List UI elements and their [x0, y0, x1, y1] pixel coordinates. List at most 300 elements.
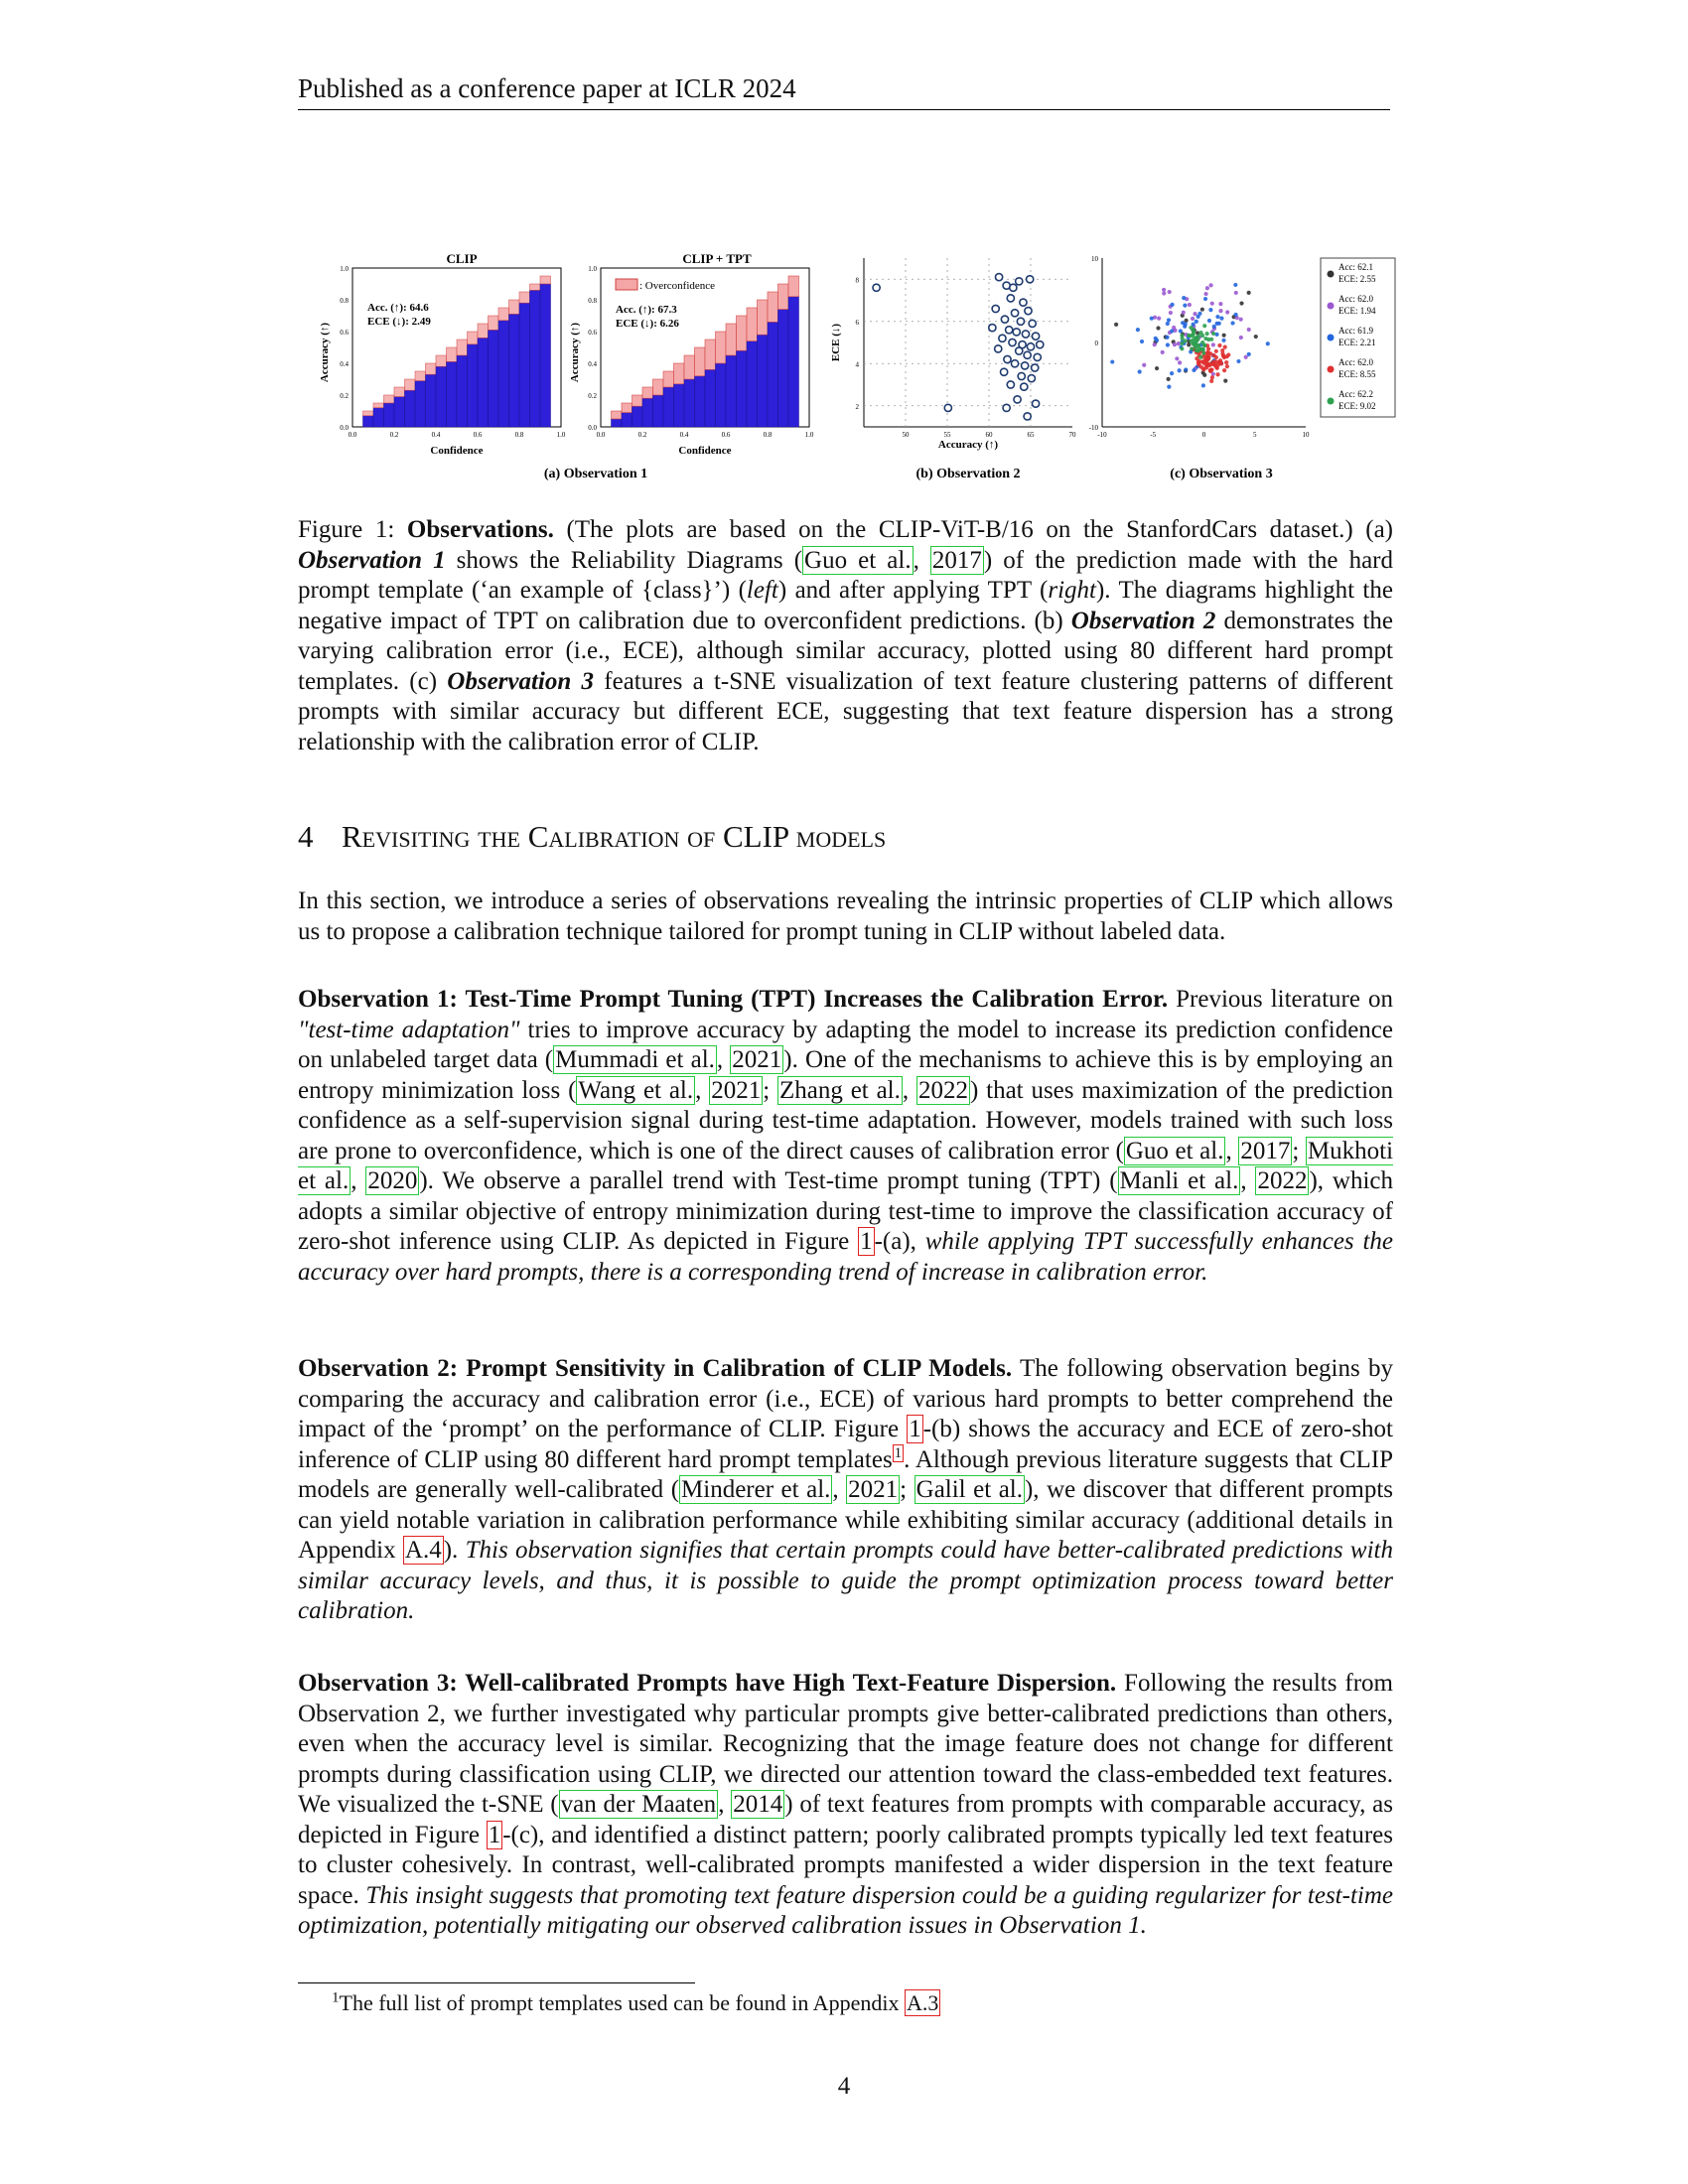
- tsne-point: [1189, 326, 1193, 330]
- accuracy-bar: [498, 321, 509, 427]
- tsne-point: [1198, 331, 1202, 335]
- accuracy-bar: [758, 335, 769, 427]
- x-tick-label: 0.8: [514, 431, 524, 439]
- tsne-point: [1110, 359, 1114, 363]
- accuracy-bar: [478, 338, 489, 427]
- data-point: [1032, 333, 1039, 340]
- data-point: [1027, 276, 1034, 283]
- tsne-point: [1219, 317, 1223, 321]
- legend-acc-label: Acc: 62.0: [1338, 357, 1373, 367]
- overconfidence-gap-bar: [612, 411, 623, 419]
- overconfidence-gap-bar: [498, 308, 509, 321]
- tsne-point: [1203, 297, 1207, 301]
- overconfidence-gap-bar: [716, 332, 727, 363]
- tsne-point: [1191, 334, 1195, 338]
- tsne-point: [1236, 359, 1240, 363]
- legend-acc-label: Acc: 62.2: [1338, 389, 1373, 399]
- panel-a-left-xlabel: Confidence: [430, 445, 484, 457]
- prompt-sensitivity-scatter: [830, 258, 1076, 451]
- panel-a-right-ece: ECE (↓): 6.26: [616, 318, 679, 330]
- tsne-point: [1207, 319, 1211, 323]
- overconfidence-gap-bar: [622, 403, 633, 413]
- tsne-point: [1202, 361, 1206, 365]
- accuracy-bar: [373, 408, 384, 427]
- panel-a-right-acc: Acc. (↑): 67.3: [616, 304, 677, 316]
- accuracy-bar: [405, 390, 416, 427]
- tsne-point: [1202, 324, 1206, 328]
- data-point: [1001, 316, 1008, 323]
- section-title: Revisiting the Calibration of CLIP models: [342, 819, 887, 854]
- x-tick-label: -5: [1150, 431, 1157, 439]
- accuracy-bar: [530, 290, 541, 427]
- y-tick-label: 2: [855, 402, 859, 411]
- tsne-point: [1183, 304, 1187, 308]
- accuracy-bar: [663, 387, 674, 427]
- overconfidence-gap-bar: [394, 387, 405, 397]
- legend-ece-label: ECE: 2.21: [1338, 338, 1376, 347]
- overconfidence-gap-bar: [478, 324, 489, 338]
- tsne-point: [1195, 356, 1198, 360]
- accuracy-bar: [394, 397, 405, 427]
- tsne-point: [1161, 350, 1165, 354]
- overconfidence-gap-bar: [519, 292, 530, 303]
- tsne-point: [1214, 349, 1218, 353]
- panel-a-caption: (a) Observation 1: [543, 467, 648, 481]
- citation-link[interactable]: 2021: [732, 1046, 782, 1073]
- data-point: [1025, 308, 1032, 315]
- citation-link[interactable]: Guo et al.: [804, 546, 912, 574]
- accuracy-bar: [705, 369, 716, 427]
- tsne-point: [1179, 329, 1183, 333]
- y-tick-label: 0.2: [340, 392, 349, 400]
- data-point: [1013, 329, 1020, 336]
- data-point: [1021, 383, 1028, 390]
- data-point: [1022, 331, 1029, 338]
- data-point: [1016, 278, 1023, 285]
- figure-ref-link[interactable]: 1: [860, 1228, 873, 1255]
- data-point: [995, 345, 1002, 352]
- citation-link[interactable]: Minderer et al.: [681, 1476, 831, 1503]
- tsne-point: [1195, 348, 1198, 352]
- data-point: [873, 284, 880, 291]
- citation-link[interactable]: 2021: [711, 1076, 762, 1104]
- observation-3-paragraph: Observation 3: Well-calibrated Prompts have High Text-Feature Dispersion. Following the results from Observation 2, we further investigated why particular prompts give better-calibrated predictions than others, even when the accuracy level is similar. Recognizing that the image feature does not change for different prompts during classification using CLIP, we directed our attention toward the class-embedded text features. We visualized the t-SNE (van der Maaten, 2014) of text features from prompts with comparable accuracy, as depicted in Figure 1-(c), and identified a distinct pattern; poorly calibrated prompts typically led text features to cluster cohesively. In contrast, well-calibrated prompts manifested a wider dispersion in the text feature space. This insight suggests that promoting text feature dispersion could be a guiding regularizer for test-time optimization, potentially mitigating our observed calibration issues in Observation 1.: [298, 1670, 1393, 1939]
- appendix-ref-link[interactable]: A.3: [906, 1990, 939, 2015]
- x-tick-label: 0: [1201, 431, 1206, 439]
- accuracy-bar: [468, 344, 479, 427]
- overconfidence-gap-bar: [540, 276, 551, 284]
- figure-ref-link[interactable]: 1: [488, 1821, 501, 1848]
- tsne-point: [1210, 362, 1214, 366]
- data-point: [999, 335, 1006, 341]
- data-point: [1011, 310, 1018, 317]
- tsne-point: [1208, 283, 1212, 287]
- tsne-point: [1239, 318, 1243, 322]
- data-point: [944, 404, 951, 411]
- data-point: [1007, 381, 1014, 388]
- tsne-point: [1162, 288, 1166, 292]
- accuracy-bar: [612, 419, 623, 427]
- tsne-point: [1234, 291, 1238, 295]
- overconfidence-gap-bar: [642, 387, 653, 398]
- x-tick-label: 0.2: [637, 431, 647, 439]
- tsne-point: [1150, 317, 1154, 321]
- tsne-point: [1195, 320, 1198, 324]
- tsne-point: [1215, 372, 1219, 376]
- y-tick-label: 0.2: [588, 392, 597, 400]
- tsne-point: [1182, 311, 1186, 315]
- legend-acc-label: Acc: 62.1: [1338, 262, 1373, 272]
- accuracy-bar: [747, 341, 758, 427]
- accuracy-bar: [489, 330, 499, 427]
- y-tick-label: 0.4: [588, 360, 597, 368]
- y-tick-label: 4: [855, 360, 859, 369]
- tsne-point: [1266, 341, 1270, 345]
- overconfidence-gap-bar: [684, 355, 695, 379]
- accuracy-bar: [426, 374, 437, 427]
- panel-a-right-ylabel: Accuracy (↑): [569, 322, 581, 383]
- tsne-point: [1180, 337, 1184, 341]
- tsne-point: [1180, 346, 1184, 350]
- overconfidence-gap-bar: [633, 395, 643, 406]
- panel-a-left-title: CLIP: [446, 251, 478, 266]
- y-tick-label: 0.0: [340, 424, 349, 432]
- data-point: [1009, 339, 1016, 345]
- tsne-point: [1214, 355, 1218, 359]
- accuracy-bar: [674, 384, 685, 427]
- overconfidence-gap-bar: [653, 379, 664, 395]
- panel-b-ticks: [856, 276, 1077, 439]
- x-tick-label: 1.0: [556, 431, 566, 439]
- citation-link[interactable]: Zhang et al.: [779, 1076, 901, 1104]
- panel-a-left-ylabel: Accuracy (↑): [319, 322, 331, 383]
- observation-2-paragraph: Observation 2: Prompt Sensitivity in Calibration of CLIP Models. The following observation begins by comparing the accuracy and calibration error (i.e., ECE) of various hard prompts to better comprehend the impact of the ‘prompt’ on the performance of CLIP. Figure 1-(b) shows the accuracy and ECE of zero-shot inference of CLIP using 80 different hard prompt templates $^1$. Although previous literature suggests that CLIP models are generally well-calibrated (Minderer et al., 2021; Galil et al.), we discover that different prompts can yield notable variation in calibration performance while exhibiting similar accuracy (additional details in Appendix A.4). This observation signifies that certain prompts could have better-calibrated predictions with similar accuracy levels, and thus, it is possible to guide the prompt optimization process toward better calibration.: [298, 1355, 1393, 1624]
- legend-marker: [1328, 398, 1335, 405]
- tsne-point: [1170, 371, 1174, 375]
- legend-ece-label: ECE: 9.02: [1338, 401, 1376, 411]
- citation-link[interactable]: 2022: [1257, 1167, 1308, 1194]
- panel-a-right-xlabel: Confidence: [678, 445, 732, 457]
- data-point: [1018, 372, 1025, 379]
- data-point: [1007, 295, 1014, 302]
- tsne-point: [1198, 355, 1202, 359]
- tsne-point: [1225, 310, 1229, 314]
- data-point: [995, 274, 1002, 281]
- citation-link[interactable]: 2021: [848, 1476, 899, 1503]
- tsne-point: [1220, 348, 1224, 352]
- tsne-point: [1215, 366, 1219, 370]
- citation-link[interactable]: van der Maaten: [560, 1791, 717, 1818]
- panel-b-xlabel: Accuracy (↑): [937, 439, 999, 451]
- tsne-point: [1226, 352, 1230, 356]
- data-point: [1001, 368, 1008, 375]
- tsne-point: [1180, 341, 1184, 345]
- y-tick-label: 0.4: [340, 360, 349, 368]
- x-tick-label: 0.4: [431, 431, 441, 439]
- tsne-point: [1208, 308, 1212, 312]
- x-tick-label: -10: [1097, 431, 1107, 439]
- citation-link[interactable]: Wang et al.: [578, 1076, 694, 1104]
- tsne-point: [1254, 335, 1258, 339]
- tsne-point: [1247, 328, 1251, 332]
- y-tick-label: 0.8: [588, 297, 597, 305]
- section-number: 4: [298, 819, 314, 854]
- y-tick-label: 0: [1094, 340, 1098, 347]
- data-point: [1032, 400, 1039, 407]
- tsne-point: [1209, 338, 1213, 341]
- accuracy-bar: [716, 363, 727, 427]
- page-header: Published as a conference paper at ICLR 2024: [298, 71, 1390, 110]
- appendix-ref-link[interactable]: A.4: [404, 1537, 442, 1564]
- overconfidence-gap-bar: [447, 347, 458, 361]
- legend-acc-label: Acc: 62.0: [1338, 294, 1373, 304]
- overconfidence-gap-bar: [363, 411, 374, 416]
- x-tick-label: 1.0: [804, 431, 814, 439]
- overconfidence-gap-bar: [737, 316, 748, 350]
- citation-link[interactable]: 2022: [917, 1076, 968, 1104]
- tsne-point: [1201, 351, 1205, 355]
- tsne-point: [1221, 354, 1225, 358]
- overconfidence-gap-bar: [426, 363, 437, 374]
- x-tick-label: 70: [1068, 431, 1076, 439]
- overconfidence-gap-bar: [726, 324, 737, 355]
- citation-link[interactable]: 2017: [931, 546, 982, 574]
- tsne-point: [1201, 383, 1205, 387]
- tsne-point: [1239, 301, 1243, 305]
- data-point: [1006, 327, 1013, 334]
- legend-ece-label: ECE: 8.55: [1338, 369, 1376, 379]
- citation-link[interactable]: Mummadi et al.: [555, 1046, 715, 1073]
- y-tick-label: 0.6: [340, 329, 349, 337]
- tsne-point: [1218, 309, 1222, 313]
- x-tick-label: 0.8: [763, 431, 773, 439]
- tsne-point: [1162, 291, 1166, 295]
- data-point: [1003, 404, 1010, 411]
- tsne-point: [1203, 357, 1207, 361]
- tsne-point: [1247, 291, 1251, 295]
- legend-marker: [1328, 271, 1335, 278]
- accuracy-bar: [519, 303, 530, 427]
- tsne-point: [1222, 368, 1226, 372]
- overconfidence-gap-bar: [695, 347, 706, 376]
- overconfidence-gap-bar: [489, 316, 499, 330]
- figure-ref-link[interactable]: 1: [909, 1416, 921, 1442]
- overconfidence-gap-bar: [530, 284, 541, 290]
- x-tick-label: 60: [985, 431, 993, 439]
- accuracy-bar: [695, 376, 706, 427]
- tsne-point: [1138, 369, 1142, 373]
- tsne-point: [1192, 368, 1196, 372]
- data-point: [1029, 320, 1036, 327]
- tsne-scatter: [1089, 255, 1395, 439]
- tsne-point: [1191, 317, 1195, 321]
- citation-link[interactable]: Manli et al.: [1119, 1167, 1239, 1194]
- tsne-point: [1217, 343, 1221, 347]
- bars-tpt: [612, 276, 799, 427]
- panel-a-left-ece: ECE (↓): 2.49: [367, 316, 431, 328]
- data-point: [989, 325, 996, 332]
- accuracy-bar: [633, 406, 643, 427]
- tsne-point: [1239, 336, 1243, 340]
- tsne-point: [1172, 326, 1176, 330]
- footnote-ref-link[interactable]: 1: [894, 1445, 903, 1462]
- overconfidence-gap-bar: [705, 340, 716, 369]
- legend-ece-label: ECE: 1.94: [1338, 306, 1376, 316]
- panel-b-ylabel: ECE (↓): [830, 323, 842, 362]
- data-point: [1027, 343, 1034, 350]
- tsne-point: [1155, 366, 1159, 370]
- overconfidence-legend-swatch: [616, 279, 637, 290]
- data-point: [1032, 364, 1039, 371]
- observation-2-heading: Observation 2: Prompt Sensitivity in Calibration of CLIP Models.: [298, 1355, 1013, 1382]
- tsne-point: [1157, 317, 1161, 321]
- tsne-point: [1184, 319, 1188, 323]
- data-point: [1028, 375, 1035, 382]
- y-tick-label: 0.0: [588, 424, 597, 432]
- accuracy-bar: [622, 413, 633, 427]
- tsne-point: [1203, 337, 1207, 341]
- data-point: [1017, 318, 1024, 325]
- data-point: [1010, 284, 1017, 291]
- tsne-point: [1211, 342, 1215, 346]
- footnote-rule: [298, 1982, 695, 1983]
- citation-link[interactable]: 2020: [367, 1167, 418, 1194]
- tsne-point: [1165, 336, 1169, 340]
- citation-link[interactable]: Galil et al.: [915, 1476, 1023, 1503]
- data-point: [1004, 355, 1011, 362]
- x-tick-label: 0.0: [348, 431, 357, 439]
- data-point: [1014, 396, 1021, 403]
- x-tick-label: 5: [1253, 431, 1257, 439]
- citation-link[interactable]: 2017: [1240, 1137, 1291, 1164]
- citation-link[interactable]: Guo et al.: [1125, 1137, 1224, 1164]
- legend-acc-label: Acc: 61.9: [1338, 326, 1373, 336]
- tsne-point: [1223, 345, 1227, 349]
- tsne-point: [1168, 290, 1172, 294]
- tsne-point: [1175, 356, 1179, 360]
- citation-link[interactable]: Mukhoti et al.: [298, 1137, 1394, 1194]
- citation-link[interactable]: 2014: [733, 1791, 783, 1818]
- accuracy-bar: [363, 416, 374, 427]
- tsne-point: [1183, 325, 1187, 329]
- tsne-point: [1205, 286, 1209, 290]
- data-point: [1037, 341, 1044, 348]
- tsne-point: [1196, 315, 1200, 319]
- tsne-point: [1225, 364, 1229, 368]
- y-tick-label: 6: [855, 318, 859, 327]
- accuracy-bar: [778, 310, 789, 427]
- y-tick-label: 0.6: [588, 329, 597, 337]
- tsne-point: [1178, 368, 1182, 372]
- intro-paragraph: In this section, we introduce a series of observations revealing the intrinsic properties of CLIP which allows us to propose a calibration technique tailored for prompt tuning in CLIP without labeled data.: [298, 887, 1393, 945]
- panel-a-right-title: CLIP + TPT: [682, 251, 752, 266]
- tsne-point: [1218, 302, 1222, 306]
- panel-c-caption: (c) Observation 3: [1170, 467, 1273, 481]
- accuracy-bar: [726, 355, 737, 427]
- tsne-point: [1155, 339, 1159, 342]
- data-point: [1034, 353, 1041, 360]
- tsne-point: [1224, 360, 1228, 364]
- tsne-point: [1201, 366, 1205, 370]
- legend-ece-label: ECE: 2.55: [1338, 274, 1376, 284]
- tsne-point: [1156, 326, 1160, 330]
- x-tick-label: 10: [1302, 431, 1310, 439]
- x-tick-label: 0.0: [596, 431, 606, 439]
- y-tick-label: 8: [855, 276, 859, 285]
- overconfidence-gap-bar: [663, 371, 674, 387]
- tsne-point: [1170, 303, 1174, 307]
- x-tick-label: 0.6: [473, 431, 483, 439]
- reliability-diagram-tpt: [569, 251, 814, 457]
- tsne-point: [1173, 342, 1177, 346]
- overconfidence-gap-bar: [436, 355, 447, 366]
- y-tick-label: 0.8: [340, 297, 349, 305]
- x-tick-label: 65: [1027, 431, 1035, 439]
- observation-3-heading: Observation 3: Well-calibrated Prompts have High Text-Feature Dispersion.: [298, 1670, 1117, 1697]
- tsne-point: [1166, 322, 1170, 326]
- tsne-point: [1215, 322, 1219, 326]
- tsne-point: [1200, 308, 1204, 312]
- page-number: 4: [837, 2073, 851, 2100]
- overconfidence-gap-bar: [384, 395, 395, 403]
- tsne-point: [1166, 342, 1170, 346]
- data-point: [1024, 351, 1031, 358]
- panel-b-points: [873, 274, 1044, 420]
- figure-caption: Figure 1: Observations. (The plots are based on the CLIP-ViT-B/16 on the StanfordCars dataset.) (a) Observation 1 shows the Reliability Diagrams (Guo et al., 2017) of the prediction made with the hard prompt template (‘an example of {class}’) (left) and after applying TPT (right). The diagrams highlight the negative impact of TPT on calibration due to overconfident predictions. (b) Observation 2 demonstrates the varying calibration error (i.e., ECE), although similar accuracy, plotted using 80 different hard prompt templates. (c) Observation 3 features a t-SNE visualization of text feature clustering patterns of different prompts with similar accuracy but different ECE, suggesting that text feature dispersion has a strong relationship with the calibration error of CLIP.: [298, 516, 1393, 755]
- tsne-point: [1114, 323, 1118, 327]
- data-point: [992, 305, 999, 312]
- y-tick-label: 10: [1091, 255, 1098, 263]
- footnote: $^1$The full list of prompt templates used can be found in Appendix A.3: [332, 1989, 939, 2015]
- accuracy-bar: [642, 398, 653, 427]
- tsne-point: [1190, 340, 1194, 343]
- accuracy-bar: [415, 381, 426, 427]
- tsne-point: [1203, 292, 1207, 296]
- x-tick-label: 50: [902, 431, 910, 439]
- legend-marker: [1328, 335, 1335, 341]
- overconfidence-gap-bar: [768, 292, 778, 322]
- tsne-point: [1192, 330, 1196, 334]
- tsne-point: [1170, 329, 1174, 333]
- tsne-point: [1200, 347, 1204, 351]
- tsne-point: [1222, 334, 1226, 338]
- y-tick-label: -10: [1088, 424, 1098, 432]
- tsne-point: [1211, 332, 1215, 336]
- figure-1-svg: [298, 243, 1410, 491]
- data-point: [1022, 362, 1029, 369]
- overconfidence-gap-bar: [674, 363, 685, 384]
- tsne-point: [1233, 283, 1237, 287]
- overconfidence-gap-bar: [405, 379, 416, 390]
- accuracy-bar: [447, 361, 458, 427]
- tsne-point: [1182, 296, 1186, 300]
- data-point: [1024, 413, 1031, 420]
- tsne-point: [1178, 360, 1182, 364]
- overconfidence-gap-bar: [747, 308, 758, 341]
- panel-a-left-acc: Acc. (↑): 64.6: [367, 302, 429, 314]
- y-tick-label: 1.0: [340, 265, 349, 273]
- accuracy-bar: [653, 395, 664, 427]
- tsne-point: [1206, 350, 1210, 354]
- tsne-point: [1230, 321, 1234, 325]
- overconfidence-gap-bar: [415, 371, 426, 381]
- observation-1-heading: Observation 1: Test-Time Prompt Tuning (TPT) Increases the Calibration Error.: [298, 986, 1169, 1013]
- tsne-point: [1190, 346, 1194, 350]
- overconfidence-gap-bar: [457, 340, 468, 355]
- tsne-point: [1184, 367, 1188, 371]
- tsne-point: [1205, 332, 1209, 336]
- tsne-point: [1217, 360, 1221, 364]
